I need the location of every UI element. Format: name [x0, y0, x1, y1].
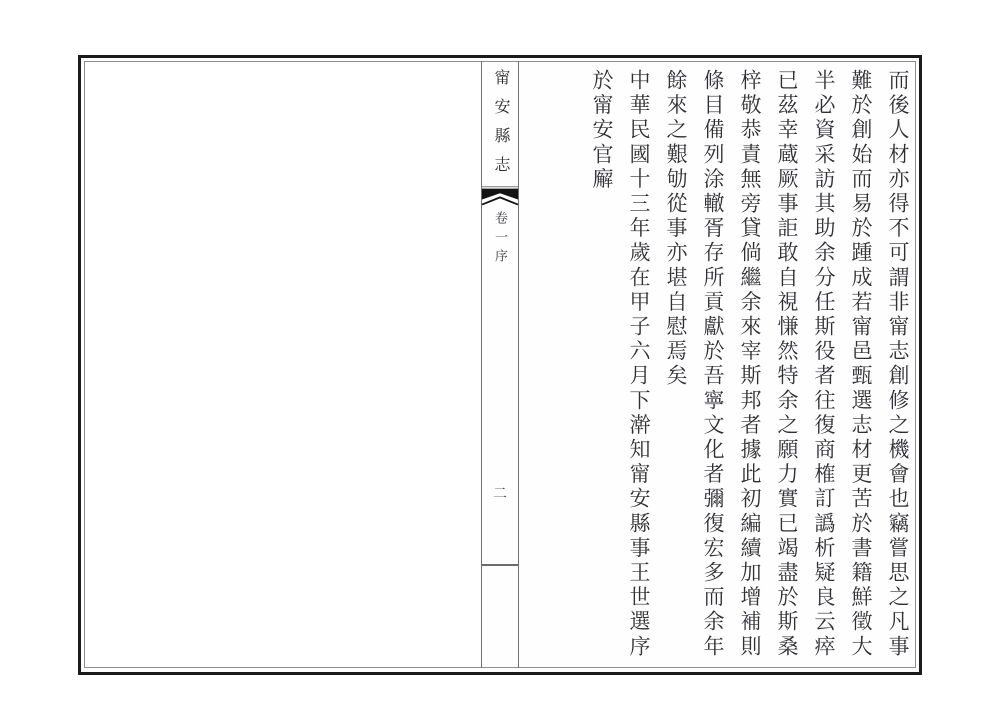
text-column-9: 於甯安官廨: [590, 69, 614, 192]
text-column-3: 半必資采訪其助余分任斯役者往復商榷訂譌析疑良云瘁: [812, 69, 836, 660]
fish-tail-icon: [482, 186, 518, 206]
chapter-label: 卷一序: [493, 211, 508, 268]
text-column-1: 而後人材亦得不可謂非甯志創修之機會也竊嘗思之凡事: [886, 69, 910, 660]
spine-divider-line: [482, 564, 518, 566]
page-number: 二: [493, 487, 507, 502]
preface-text-block: [520, 62, 916, 667]
text-column-6: 條目備列涂轍胥存所貢獻於吾寧文化者彌復宏多而余年: [701, 69, 725, 660]
text-column-2: 難於創始而易於踵成若甯邑甄選志材更苦於書籍鮮徵大: [849, 69, 873, 660]
left-blank-page: [85, 62, 480, 667]
text-column-4: 已茲幸蔵厥事詎敢自視慊然特余之願力實已竭盡於斯桑: [775, 69, 799, 660]
text-column-8: 中華民國十三年歲在甲子六月下澣知甯安縣事王世選序: [627, 69, 651, 660]
text-column-7: 餘來之艱劬從事亦堪自慰焉矣: [664, 69, 688, 389]
text-column-5: 梓敬恭責無旁貸倘繼余來宰斯邦者據此初編續加增補則: [738, 69, 762, 660]
book-title: 甯安縣志: [492, 69, 509, 185]
spine: [481, 61, 519, 668]
